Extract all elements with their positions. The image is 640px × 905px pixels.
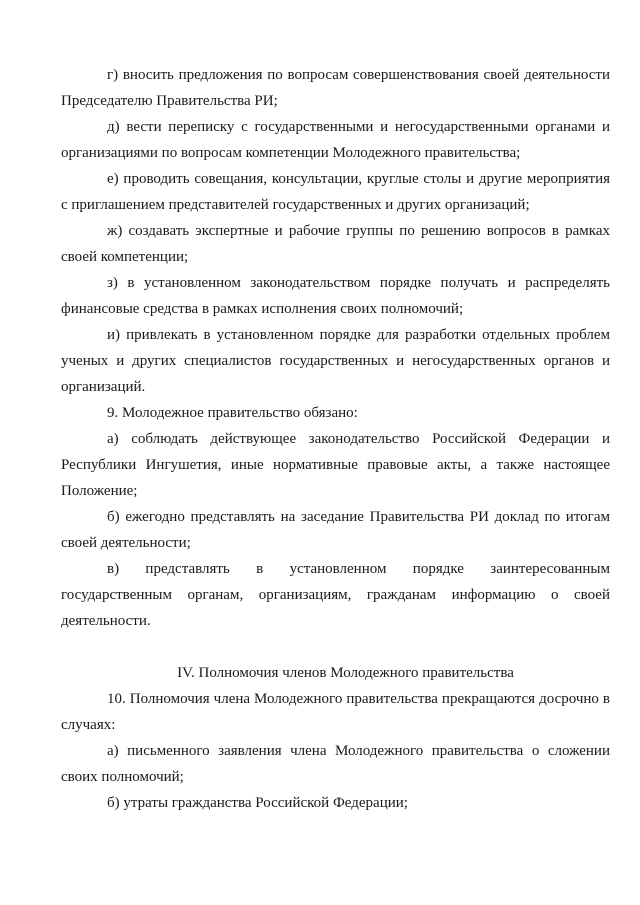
paragraph-z: з) в установленном законодательством порядке получать и распределять финансовые средства в рамках исполнения своих полномочий;	[61, 275, 610, 317]
paragraph-10b: б) утраты гражданства Российской Федерации;	[107, 795, 408, 811]
paragraph-10a: а) письменного заявления члена Молодежного правительства о сложении своих полномочий;	[61, 743, 610, 785]
paragraph-10: 10. Полномочия члена Молодежного правительства прекращаются досрочно в случаях:	[61, 691, 610, 733]
paragraph-9a: а) соблюдать действующее законодательство Российской Федерации и Республики Ингушетия, иные нормативные правовые акты, а также настоящее Положение;	[61, 431, 610, 499]
paragraph-i: и) привлекать в установленном порядке для разработки отдельных проблем ученых и других специалистов государственных и негосударственных органов и организаций.	[61, 327, 610, 395]
paragraph-9v: в) представлять в установленном порядке заинтересованным государственным органам, организациям, гражданам информацию о своей деятельности.	[61, 561, 610, 629]
paragraph-zh: ж) создавать экспертные и рабочие группы по решению вопросов в рамках своей компетенции;	[61, 223, 610, 265]
paragraph-d: д) вести переписку с государственными и негосударственными органами и организациями по вопросам компетенции Молодежного правительства;	[61, 119, 610, 161]
section-heading: IV. Полномочия членов Молодежного правительства	[177, 665, 514, 681]
paragraph-9: 9. Молодежное правительство обязано:	[107, 405, 358, 421]
paragraph-g: г) вносить предложения по вопросам совершенствования своей деятельности Председателю Правительства РИ;	[61, 67, 610, 109]
document-body	[61, 62, 610, 816]
section-spacer	[61, 634, 610, 660]
paragraph-e: е) проводить совещания, консультации, круглые столы и другие мероприятия с приглашением представителей государственных и других организаций;	[61, 171, 610, 213]
paragraph-9b: б) ежегодно представлять на заседание Правительства РИ доклад по итогам своей деятельности;	[61, 509, 610, 551]
